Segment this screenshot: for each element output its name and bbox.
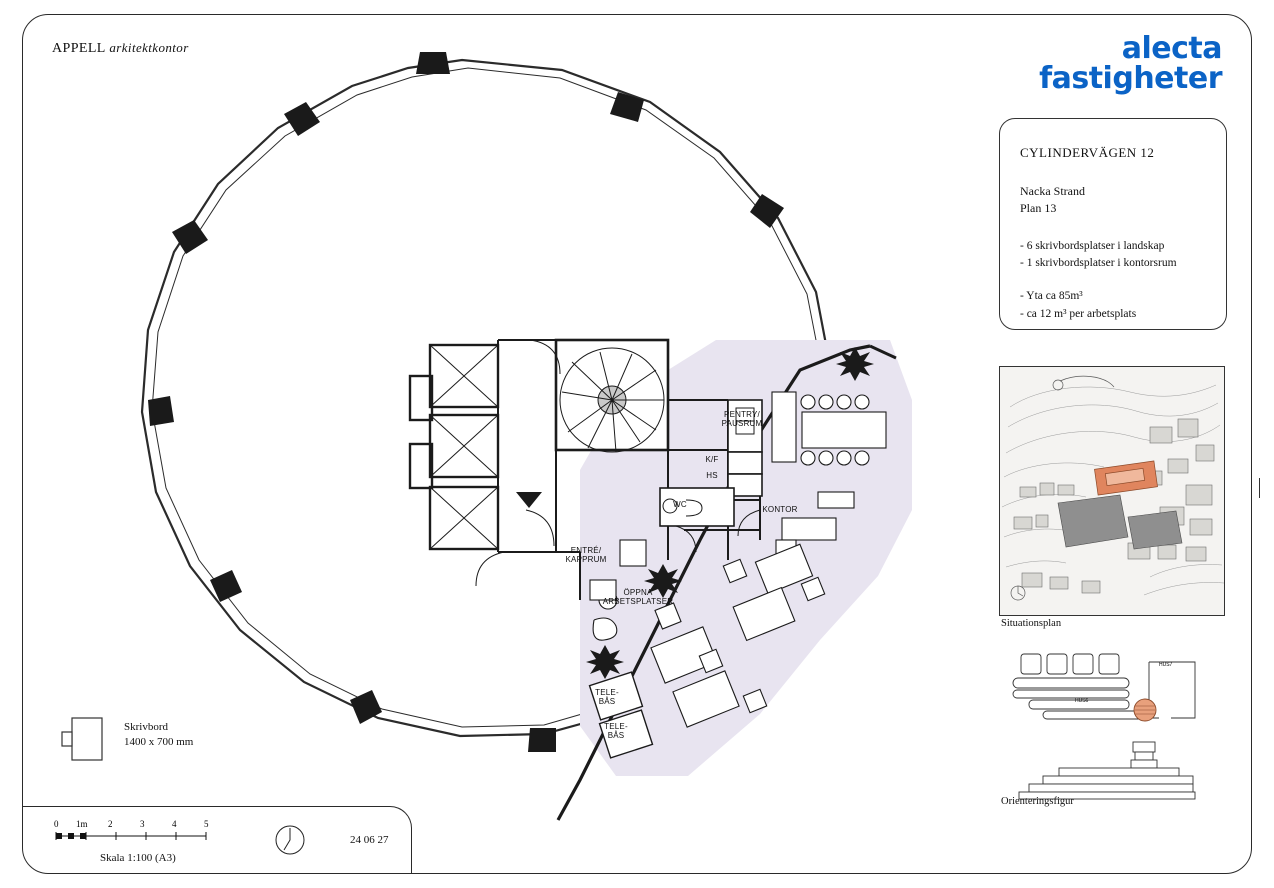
project-facts-secondary xyxy=(1020,288,1206,323)
legend-subtitle: 1400 x 700 mm xyxy=(124,735,194,748)
fact-item: - ca 12 m³ per arbetsplats xyxy=(1020,307,1137,320)
svg-text:1m: 1m xyxy=(76,819,88,829)
svg-text:3: 3 xyxy=(140,819,145,829)
svg-text:5: 5 xyxy=(204,819,209,829)
fact-item: - Yta ca 85m³ xyxy=(1020,290,1083,303)
svg-text:HUS6: HUS6 xyxy=(1075,698,1089,704)
alecta-logo xyxy=(1039,31,1222,96)
room-label-pentry: PENTRY/ PAUSRUM xyxy=(721,410,763,429)
orientation-figure-caption: Orienteringsfigur xyxy=(1001,796,1074,807)
fact-item: - 1 skrivbordsplatser i kontorsrum xyxy=(1020,257,1177,270)
room-label-wc: WC xyxy=(673,500,687,509)
studio-name: APPELL xyxy=(52,41,106,56)
logo-line-2: fastigheter xyxy=(1039,61,1222,96)
project-address xyxy=(1020,183,1206,218)
situation-plan-map xyxy=(999,366,1225,616)
svg-text:HUS7: HUS7 xyxy=(1159,662,1173,668)
room-label-oppna-arbetsplatser: ÖPPNA ARBETSPLATSER xyxy=(602,588,674,607)
room-label-telebas-1: TELE- BÅS xyxy=(595,688,619,707)
fact-item: - 6 skrivbordsplatser i landskap xyxy=(1020,239,1165,252)
room-label-kf: K/F xyxy=(705,455,719,464)
scale-caption: Skala 1:100 (A3) xyxy=(100,852,176,864)
studio-suffix: arkitektkontor xyxy=(109,40,189,55)
project-title: CYLINDERVÄGEN 12 xyxy=(1020,145,1155,160)
address-line-2: Plan 13 xyxy=(1020,201,1057,216)
address-line-1: Nacka Strand xyxy=(1020,184,1085,198)
floor-plan xyxy=(60,40,990,830)
orientation-figure-lower xyxy=(999,740,1225,802)
situation-plan-caption: Situationsplan xyxy=(1001,618,1062,629)
room-label-hs: HS xyxy=(706,471,718,480)
svg-text:4: 4 xyxy=(172,819,177,829)
room-label-telebas-2: TELE- BÅS xyxy=(604,722,628,741)
legend-title: Skrivbord xyxy=(124,721,168,733)
room-label-entre: ENTRÉ/ KAPPRUM xyxy=(565,546,607,565)
svg-text:2: 2 xyxy=(108,819,113,829)
svg-text:0: 0 xyxy=(54,819,59,829)
drawing-date: 24 06 27 xyxy=(350,834,389,846)
project-info-card xyxy=(999,118,1227,330)
logo-line-1: alecta xyxy=(1121,31,1222,66)
edge-tick xyxy=(1259,478,1260,498)
project-facts xyxy=(1020,238,1206,273)
orientation-figure-upper xyxy=(999,648,1225,734)
room-label-kontor: KONTOR xyxy=(762,505,798,514)
